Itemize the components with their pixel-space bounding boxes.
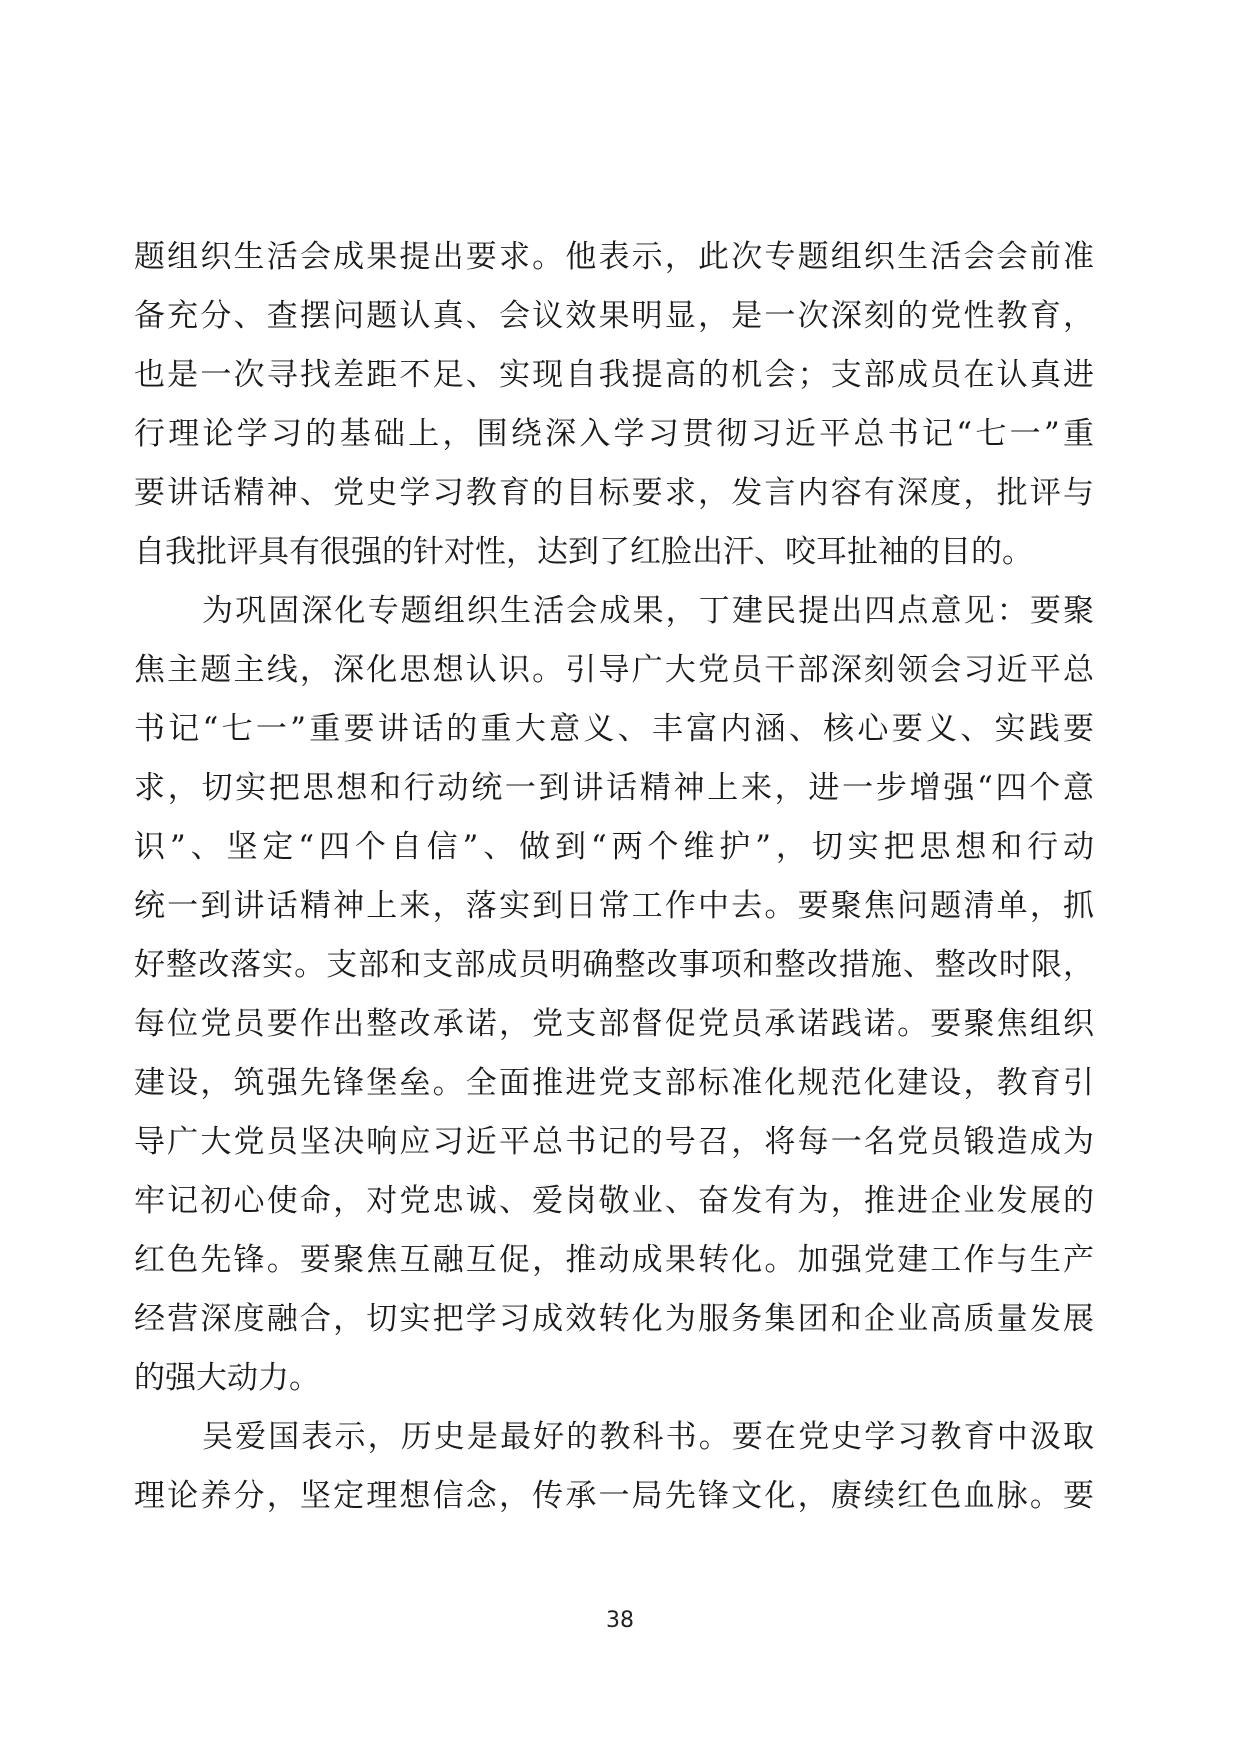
text-line: 理论养分，坚定理想信念，传承一局先锋文化，赓续红色血脉。要 <box>134 1478 1094 1514</box>
text-line: 的强大动力。 <box>134 1360 320 1396</box>
text-line: 好整改落实。支部和支部成员明确整改事项和整改措施、整改时限， <box>134 947 1094 983</box>
text-line: 焦主题主线，深化思想认识。引导广大党员干部深刻领会习近平总 <box>134 652 1094 688</box>
text-line: 也是一次寻找差距不足、实现自我提高的机会；支部成员在认真进 <box>134 357 1094 393</box>
body-text <box>134 228 1094 1526</box>
text-line: 经营深度融合，切实把学习成效转化为服务集团和企业高质量发展 <box>134 1301 1094 1337</box>
text-line: 导广大党员坚决响应习近平总书记的号召，将每一名党员锻造成为 <box>134 1124 1094 1160</box>
page-number: 38 <box>606 1608 634 1633</box>
text-line: 统一到讲话精神上来，落实到日常工作中去。要聚焦问题清单，抓 <box>134 888 1094 924</box>
text-line: 为巩固深化专题组织生活会成果，丁建民提出四点意见：要聚 <box>202 593 1094 629</box>
text-line: 识”、坚定“四个自信”、做到“两个维护”，切实把思想和行动 <box>134 829 1094 865</box>
text-line: 自我批评具有很强的针对性，达到了红脸出汗、咬耳扯袖的目的。 <box>134 534 1033 570</box>
text-line: 题组织生活会成果提出要求。他表示，此次专题组织生活会会前准 <box>134 239 1094 275</box>
text-line: 牢记初心使命，对党忠诚、爱岗敬业、奋发有为，推进企业发展的 <box>134 1183 1094 1219</box>
text-line: 求，切实把思想和行动统一到讲话精神上来，进一步增强“四个意 <box>134 770 1094 806</box>
text-line: 吴爱国表示，历史是最好的教科书。要在党史学习教育中汲取 <box>202 1419 1094 1455</box>
text-line: 书记“七一”重要讲话的重大意义、丰富内涵、核心要义、实践要 <box>134 711 1094 747</box>
text-line: 行理论学习的基础上，围绕深入学习贯彻习近平总书记“七一”重 <box>134 416 1094 452</box>
text-line: 备充分、查摆问题认真、会议效果明显，是一次深刻的党性教育， <box>134 298 1094 334</box>
text-line: 红色先锋。要聚焦互融互促，推动成果转化。加强党建工作与生产 <box>134 1242 1094 1278</box>
text-line: 建设，筑强先锋堡垒。全面推进党支部标准化规范化建设，教育引 <box>134 1065 1094 1101</box>
text-line: 要讲话精神、党史学习教育的目标要求，发言内容有深度，批评与 <box>134 475 1094 511</box>
text-line: 每位党员要作出整改承诺，党支部督促党员承诺践诺。要聚焦组织 <box>134 1006 1094 1042</box>
